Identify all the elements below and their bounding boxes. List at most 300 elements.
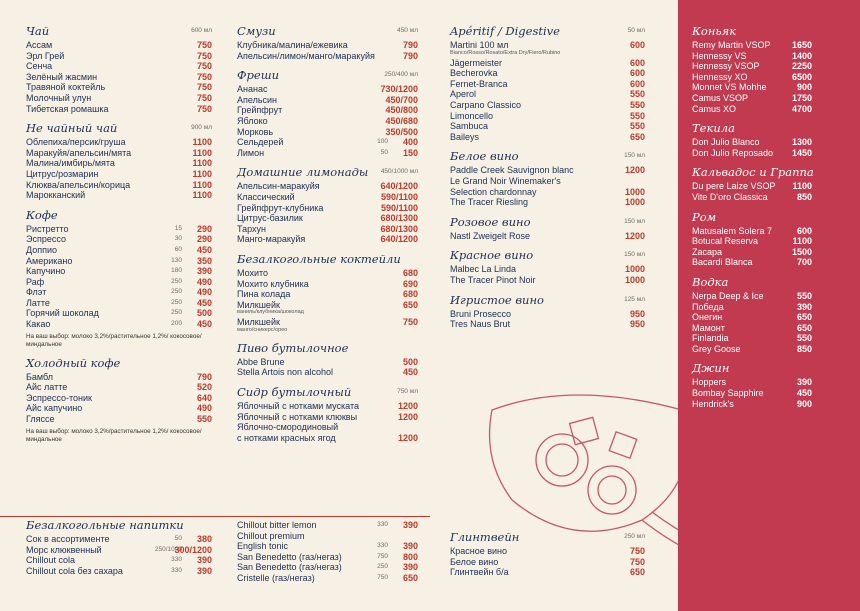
section-title: Джин <box>692 361 730 376</box>
item-name: Классический <box>237 191 295 202</box>
item-price: 900 <box>796 82 812 93</box>
menu-section <box>237 66 418 158</box>
item-name: Ананас <box>237 84 268 95</box>
item-price: 680/1300 <box>380 223 418 234</box>
item-price: 1100 <box>192 147 212 158</box>
item-name: Hennessy XO <box>692 71 748 82</box>
item-size: 250 <box>171 298 182 306</box>
section-header <box>692 163 812 181</box>
menu-section <box>450 246 645 285</box>
item-name: Клубника/малина/ежевика <box>237 40 348 50</box>
item-name: Бамбл <box>26 371 53 382</box>
section-title: Смузи <box>237 24 276 38</box>
item-price: 1200 <box>397 432 418 443</box>
item-price: 1100 <box>192 190 212 201</box>
section-header <box>692 22 812 40</box>
menu-section <box>450 291 645 330</box>
item-price: 1000 <box>624 274 645 285</box>
item-price: 450/700 <box>385 94 418 105</box>
item-size: 250 <box>171 309 182 317</box>
item-price: 6500 <box>791 71 812 82</box>
item-name: Морковь <box>237 126 274 137</box>
item-name: Finlandia <box>692 333 729 344</box>
item-name: Сок в ассортименте <box>26 534 110 544</box>
menu-item <box>237 84 418 95</box>
item-name: Le Grand Noir Winemaker's <box>450 175 561 186</box>
section-header <box>450 22 645 40</box>
section-title: Водка <box>692 274 729 289</box>
item-price: 1000 <box>624 186 645 197</box>
item-price: 390 <box>196 555 212 566</box>
section-note: На ваш выбор: молоко 3,2%/растительное 1,2%/ кокосовое/миндальное <box>26 427 202 443</box>
menu-item <box>450 79 645 90</box>
item-price: 850 <box>796 191 812 202</box>
item-name: Hennessy VSOP <box>692 61 760 72</box>
item-name: English tonic <box>237 541 289 552</box>
menu-column-2 <box>237 22 418 448</box>
section-header <box>450 246 645 264</box>
item-price: 650 <box>629 567 645 578</box>
section-volume: 600 мл <box>191 27 212 34</box>
menu-item <box>692 257 812 268</box>
menu-item <box>237 367 418 378</box>
item-size: 50 <box>380 148 388 156</box>
item-price: 750 <box>629 546 645 556</box>
item-name: Глинтвейн б/а <box>450 567 509 578</box>
item-name: Don Julio Blanco <box>692 137 760 148</box>
menu-item <box>26 372 212 383</box>
menu-item <box>692 312 812 323</box>
item-name: Stella Artois non alcohol <box>237 367 334 378</box>
item-name: Ассам <box>26 40 53 50</box>
item-note: Bianco/Rosso/Rosato/Extra Dry/Fiero/Rubino <box>450 49 561 56</box>
section-volume: 250 мл <box>624 533 645 540</box>
menu-item <box>692 226 812 237</box>
item-size: 60 <box>174 245 182 253</box>
item-name: Раф <box>26 276 45 287</box>
item-name: Camus XO <box>692 103 737 114</box>
menu-item <box>692 148 812 159</box>
item-size: 15 <box>174 224 182 232</box>
section-header <box>450 213 645 231</box>
section-header <box>237 22 418 40</box>
item-name: Какао <box>26 319 51 330</box>
menu-item <box>450 275 645 286</box>
item-price: 390 <box>196 565 212 576</box>
item-price: 290 <box>196 223 212 234</box>
item-price: 350 <box>196 255 212 266</box>
menu-column-3 <box>450 22 645 335</box>
item-name: Цитрус-базилик <box>237 213 303 224</box>
section-title: Фреши <box>237 68 280 83</box>
item-name: Baileys <box>450 131 480 142</box>
menu-section <box>26 22 212 114</box>
menu-section <box>26 206 212 349</box>
menu-item <box>450 264 645 275</box>
menu-item <box>237 95 418 106</box>
menu-item <box>692 291 812 302</box>
menu-section <box>692 163 812 202</box>
menu-item <box>237 127 418 138</box>
item-price: 550 <box>796 290 812 301</box>
item-name: Abbe Brune <box>237 356 285 367</box>
item-name: Bruni Prosecco <box>450 308 512 319</box>
item-price: 1200 <box>624 230 645 241</box>
menu-section <box>450 22 645 142</box>
section-title: Чай <box>26 24 50 38</box>
section-header <box>237 66 418 84</box>
menu-item <box>26 224 212 235</box>
section-header <box>26 354 212 372</box>
menu-section <box>26 354 212 444</box>
menu-item <box>237 51 418 62</box>
menu-section <box>692 119 812 158</box>
item-name: Тархун <box>237 223 266 234</box>
section-title: Кальвадос и Граппа <box>692 165 814 180</box>
menu-item <box>26 61 212 72</box>
item-size: 250 <box>171 288 182 296</box>
item-name: Онегин <box>692 312 723 323</box>
item-name: Мохито <box>237 267 269 278</box>
item-price: 390 <box>796 377 812 388</box>
menu-item <box>26 72 212 83</box>
item-name: Малина/имбирь/мята <box>26 158 115 169</box>
menu-section <box>450 213 645 242</box>
item-price: 680 <box>402 289 418 300</box>
item-price: 750 <box>196 103 212 114</box>
item-name: Флэт <box>26 287 47 298</box>
item-price: 390 <box>402 562 418 573</box>
item-price: 4700 <box>791 103 812 114</box>
item-name: Травяной коктейль <box>26 82 106 93</box>
menu-item <box>26 308 212 319</box>
item-price: 750 <box>196 61 212 72</box>
item-name: Hoppers <box>692 377 727 388</box>
section-title: Безалкогольные напитки <box>26 518 184 532</box>
menu-item <box>692 61 812 72</box>
item-price: 640/1200 <box>380 181 418 192</box>
menu-item <box>26 403 212 414</box>
item-name: Айс латте <box>26 382 68 393</box>
item-price: 300/1200 <box>174 544 212 555</box>
item-price: 500 <box>402 356 418 367</box>
section-volume: 750 мл <box>397 388 418 396</box>
item-name: Monnet VS Mohhe <box>692 82 767 93</box>
item-price: 640 <box>196 392 212 403</box>
item-price: 680 <box>402 267 418 278</box>
item-name: Chillout bitter lemon <box>237 520 317 530</box>
menu-section <box>692 208 812 268</box>
item-name: Американо <box>26 255 73 266</box>
section-title: Белое вино <box>450 149 519 164</box>
item-price: 450 <box>402 367 418 378</box>
item-price: 380 <box>196 534 212 544</box>
item-size: 130 <box>171 256 182 264</box>
item-price: 790 <box>402 40 418 50</box>
section-header <box>450 147 645 165</box>
item-price: 1100 <box>792 236 812 247</box>
menu-item <box>692 82 812 93</box>
section-title: Безалкогольные коктейли <box>237 251 401 266</box>
menu-item <box>237 573 418 584</box>
item-price: 550 <box>629 121 645 132</box>
menu-item <box>237 213 418 224</box>
section-volume: 900 мл <box>191 124 212 132</box>
menu-item <box>26 277 212 288</box>
menu-item <box>26 40 212 51</box>
item-name: Лимон <box>237 147 265 158</box>
item-name: Malbec La Linda <box>450 264 517 275</box>
menu-item <box>26 414 212 425</box>
section-header <box>692 208 812 226</box>
item-name: Белое вино <box>450 556 499 567</box>
section-divider <box>0 516 430 517</box>
item-price: 680/1300 <box>380 213 418 224</box>
menu-item <box>692 72 812 83</box>
menu-item <box>237 289 418 300</box>
menu-item <box>450 121 645 132</box>
item-name: Vite D'oro Classica <box>692 191 768 202</box>
menu-item <box>450 187 645 198</box>
item-name: Nerpa Deep & Ice <box>692 290 764 301</box>
item-price: 600 <box>629 78 645 89</box>
menu-item <box>692 137 812 148</box>
item-price: 390 <box>196 266 212 277</box>
item-price: 490 <box>196 287 212 298</box>
menu-item <box>26 382 212 393</box>
item-price: 600 <box>629 57 645 68</box>
item-price: 490 <box>196 276 212 287</box>
item-price: 450/800 <box>385 105 418 116</box>
item-name: Chillout cola <box>26 555 76 566</box>
item-price: 700 <box>796 257 812 268</box>
section-title: Ром <box>692 209 717 224</box>
item-name: Bacardi Blanca <box>692 257 753 268</box>
item-name: Martini 100 мл <box>450 40 509 50</box>
item-price: 1100 <box>192 179 212 190</box>
item-name: Яблочный с нотками муската <box>237 401 359 412</box>
menu-item <box>692 377 812 388</box>
menu-item <box>237 181 418 192</box>
menu-section <box>237 22 418 61</box>
item-name: Милкшейк <box>237 299 280 310</box>
menu-item <box>237 357 418 368</box>
item-size: 100 <box>377 138 388 146</box>
section-volume: 250/400 мл <box>384 71 418 79</box>
menu-item <box>237 268 418 279</box>
item-name: Грейпфрут-клубника <box>237 202 324 213</box>
item-price: 450/680 <box>385 115 418 126</box>
item-name: Chillout premium <box>237 530 305 541</box>
item-price: 450 <box>196 297 212 308</box>
menu-item <box>237 300 418 311</box>
item-name: Hendrick's <box>692 398 734 409</box>
section-header <box>692 273 812 291</box>
menu-item <box>692 399 812 410</box>
section-volume: 150 мл <box>624 217 645 225</box>
menu-item <box>237 562 418 573</box>
section-title: Холодный кофе <box>26 355 121 370</box>
menu-item <box>26 82 212 93</box>
section-header <box>26 119 212 137</box>
menu-item <box>26 190 212 201</box>
item-price: 750 <box>196 82 212 93</box>
item-price: 150 <box>402 147 418 158</box>
section-title: Apéritif / Digestive <box>450 24 560 38</box>
item-price: 1300 <box>791 137 812 148</box>
item-price: 1650 <box>791 40 812 50</box>
item-price: 750 <box>196 40 212 50</box>
section-title: Глинтвейн <box>450 530 520 544</box>
item-name: Эрл Грей <box>26 50 65 61</box>
item-price: 600 <box>796 225 812 236</box>
menu-section <box>237 250 418 334</box>
item-name: Капучино <box>26 266 66 277</box>
item-name: Цитрус/розмарин <box>26 168 99 179</box>
item-price: 550 <box>196 414 212 425</box>
menu-item <box>26 534 212 545</box>
item-name: Hennessy VS <box>692 50 747 61</box>
section-header <box>692 119 812 137</box>
menu-item <box>692 302 812 313</box>
menu-item <box>237 412 418 423</box>
menu-item <box>26 51 212 62</box>
section-header <box>692 359 812 377</box>
menu-column-4 <box>692 22 812 414</box>
menu-item <box>450 165 645 176</box>
section-header <box>237 383 418 401</box>
item-price: 750 <box>196 50 212 61</box>
menu-item <box>692 181 812 192</box>
menu-item <box>692 40 812 51</box>
item-size: 750 <box>377 573 388 581</box>
item-name: Яблочный с нотками клюквы <box>237 411 358 422</box>
menu-item <box>450 197 645 208</box>
item-name: Мамонт <box>692 322 725 333</box>
item-name: Латте <box>26 297 50 308</box>
item-name: Ристретто <box>26 223 69 234</box>
item-name: Sambuca <box>450 121 489 132</box>
item-name: Марокканский <box>26 190 86 201</box>
item-price: 290 <box>196 234 212 245</box>
menu-item <box>450 100 645 111</box>
item-price: 850 <box>796 343 812 354</box>
item-price: 1100 <box>192 158 212 169</box>
menu-item <box>237 401 418 412</box>
item-name: Carpano Classico <box>450 99 522 110</box>
item-name: Горячий шоколад <box>26 308 99 319</box>
item-name: Cristelle (газ/негаз) <box>237 572 315 583</box>
item-name: Bombay Sapphire <box>692 388 764 399</box>
section-header <box>26 22 212 40</box>
item-price: 1400 <box>791 50 812 61</box>
item-name: Du pere Laize VSOP <box>692 181 776 192</box>
menu-item <box>26 287 212 298</box>
item-price: 790 <box>402 50 418 61</box>
item-price: 450 <box>196 244 212 255</box>
section-header <box>26 516 212 534</box>
section-title: Кофе <box>26 207 58 222</box>
item-price: 900 <box>796 398 812 409</box>
menu-section <box>450 147 645 207</box>
menu-item <box>692 93 812 104</box>
section-title: Красное вино <box>450 248 534 263</box>
menu-item <box>450 68 645 79</box>
item-note: манго/сникерс/орео <box>237 326 288 333</box>
item-name: Эспрессо <box>26 234 66 245</box>
item-size: 330 <box>171 556 182 564</box>
section-volume: 150 мл <box>624 152 645 160</box>
menu-item <box>26 158 212 169</box>
item-size: 180 <box>171 267 182 275</box>
section-title: Пиво бутылочное <box>237 340 349 355</box>
section-volume: 150 мл <box>624 251 645 259</box>
item-name: Апельсин/лимон/манго/маракуйя <box>237 50 375 61</box>
item-name: The Tracer Riesling <box>450 197 529 208</box>
item-name: Доппио <box>26 244 57 255</box>
menu-item <box>26 319 212 330</box>
item-size: 50 <box>174 535 182 542</box>
item-name: Becherovka <box>450 68 498 79</box>
menu-column-1 <box>26 22 212 449</box>
item-price: 750 <box>402 317 418 328</box>
menu-section <box>237 339 418 378</box>
item-price: 550 <box>629 110 645 121</box>
item-name: Яблоко <box>237 115 268 126</box>
menu-item <box>692 51 812 62</box>
menu-item <box>450 111 645 122</box>
item-price: 1750 <box>791 92 812 103</box>
menu-item <box>450 89 645 100</box>
item-name: Fernet-Branca <box>450 78 508 89</box>
menu-item <box>26 393 212 404</box>
section-volume: 450 мл <box>397 27 418 34</box>
section-title: Не чайный чай <box>26 121 118 136</box>
item-name: Яблочно-смородиновый <box>237 422 339 433</box>
menu-item <box>237 433 418 444</box>
menu-item <box>237 552 418 563</box>
menu-item <box>26 148 212 159</box>
menu-item <box>450 231 645 242</box>
menu-section <box>26 516 212 576</box>
menu-item <box>26 234 212 245</box>
item-name: Jägermeister <box>450 57 503 68</box>
item-price: 450 <box>196 319 212 330</box>
menu-item <box>237 137 418 148</box>
item-name: Мохито клубника <box>237 278 309 289</box>
spirits-panel <box>678 0 860 611</box>
item-name: Морс клюквенный <box>26 544 102 555</box>
section-title: Сидр бутылочный <box>237 385 352 400</box>
item-price: 450 <box>796 388 812 399</box>
menu-item <box>26 104 212 115</box>
section-title: Коньяк <box>692 24 737 38</box>
item-price: 650 <box>796 322 812 333</box>
menu-item <box>450 319 645 330</box>
menu-item <box>450 40 645 51</box>
item-price: 2250 <box>791 61 812 72</box>
section-volume: 125 мл <box>624 295 645 303</box>
item-price: 590/1100 <box>380 202 418 213</box>
item-price: 1450 <box>791 147 812 158</box>
menu-item <box>26 180 212 191</box>
item-name: Победа <box>692 301 724 312</box>
menu-item <box>237 40 418 51</box>
item-price: 650 <box>796 312 812 323</box>
section-header <box>237 339 418 357</box>
item-price: 590/1100 <box>380 191 418 202</box>
menu-item <box>692 192 812 203</box>
